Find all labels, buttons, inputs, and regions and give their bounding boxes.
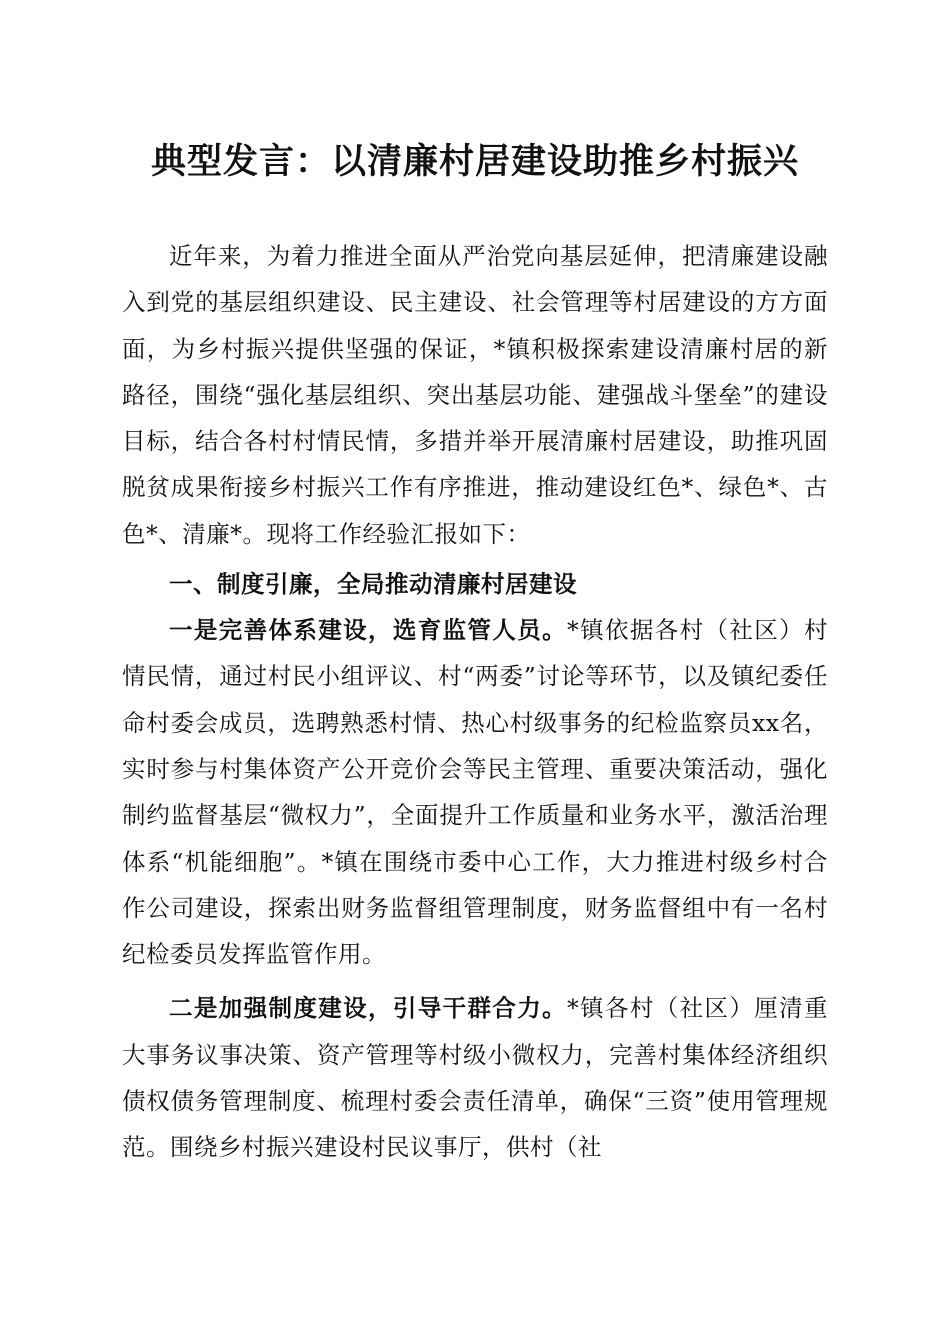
section-heading-1: 一、制度引廉，全局推动清廉村居建设 <box>169 570 577 599</box>
paragraph-1-lead: 一是完善体系建设，选育监管人员。 <box>169 616 567 645</box>
paragraph-1-text: *镇依据各村（社区）村情民情，通过村民小组评议、村“两委”讨论等环节，以及镇纪委任命村委会成员，选聘熟悉村情、热心村级事务的纪检监察员xx名，实时参与村集体资产公开竞价会等民主管理、重要决策活动，强化制约监督基层“微权力”，全面提升工作质量和业务水平，激活治理体系“机能细胞”。*镇在围绕市委中心工作，大力推进村级乡村合作公司建设，探索出财务监督组管理制度，财务监督组中有一名村纪检委员发挥监管作用。 <box>122 616 828 969</box>
paragraph-2 <box>122 985 828 1170</box>
document-title: 典型发言：以清廉村居建设助推乡村振兴 <box>150 141 799 182</box>
intro-paragraph: 近年来，为着力推进全面从严治党向基层延伸，把清廉建设融入到党的基层组织建设、民主建设、社会管理等村居建设的方方面面，为乡村振兴提供坚强的保证，*镇积极探索建设清廉村居的新路径，围绕“强化基层组织、突出基层功能、建强战斗堡垒”的建设目标，结合各村村情民情，多措并举开展清廉村居建设，助推巩固脱贫成果衔接乡村振兴工作有序推进，推动建设红色*、绿色*、古色*、清廉*。现将工作经验汇报如下： <box>122 242 828 548</box>
document-body <box>122 233 828 1171</box>
paragraph-1 <box>122 607 828 977</box>
paragraph-2-text: *镇各村（社区）厘清重大事务议事决策、资产管理等村级小微权力，完善村集体经济组织债权债务管理制度、梳理村委会责任清单，确保“三资”使用管理规范。围绕乡村振兴建设村民议事厅，供村（社 <box>122 994 828 1162</box>
paragraph-2-lead: 二是加强制度建设，引导干群合力。 <box>169 994 567 1023</box>
